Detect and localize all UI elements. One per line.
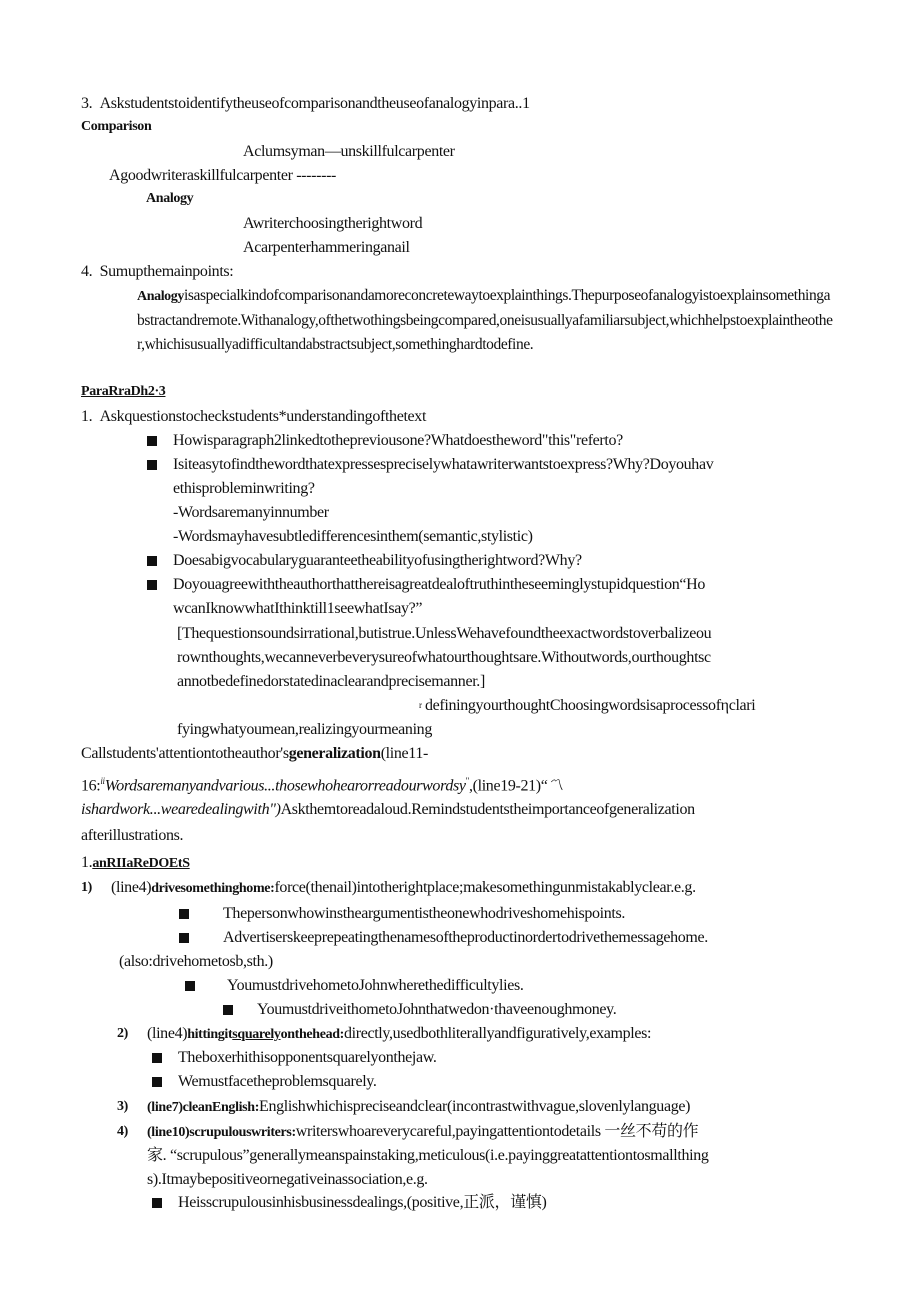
bullet-marker — [152, 1198, 162, 1208]
step-4-instruction: 4. Sumupthemainpoints: — [81, 263, 234, 280]
item-1-number: 1) — [81, 880, 92, 895]
analogy-line-1: Awriterchoosingtherightword — [243, 215, 423, 232]
analogy-line-2: Acarpenterhammeringanail — [243, 239, 410, 256]
quote-mark: 〽 — [547, 777, 564, 795]
item-2-number: 2) — [117, 1026, 128, 1041]
question-2-line-2: ethisprobleminwriting? — [173, 480, 315, 497]
summary-paragraph — [137, 284, 837, 357]
bullet-marker — [147, 580, 157, 590]
bullet-marker — [185, 981, 195, 991]
item-4-line-2: 家. “scrupulous”generallymeanspainstaking,meticulous(i.e.payinggreatattentiontosmallthing — [147, 1147, 709, 1164]
language-heading-text: anRIIaReDOEtS — [92, 856, 190, 871]
bullet-marker — [152, 1053, 162, 1063]
answer-bracket-line-1: [Thequestionsoundsirrational,butistrue.UnlessWehavefoundtheexactwordstoverbalizeou — [177, 625, 712, 642]
question-1: Howisparagraph2linkedtothepreviousone?Whatdoestheword"this"referto? — [173, 432, 623, 449]
generalization-intro: Callstudents'attentiontotheauthor's — [81, 745, 289, 762]
item-4-number: 4) — [117, 1124, 128, 1139]
comparison-heading: Comparison — [81, 119, 152, 134]
quote-mark: ii — [100, 776, 105, 786]
generalization-line-3 — [81, 798, 695, 822]
choosing-words-line-2: fyingwhatyoumean,realizingyourmeaning — [177, 721, 432, 738]
question-2-line-1: Isiteasytofindthewordthatexpressespreciselywhatawriterwantstoexpress?Why?Doyouhav — [173, 456, 714, 473]
generalization-line-1 — [81, 742, 428, 766]
bullet-marker — [152, 1077, 162, 1087]
item-4-line-1 — [147, 1120, 698, 1145]
answer-bracket-line-2: rownthoughts,wecanneverbeverysureofwhatourthoughtsare.Withoutwords,ourthoughtsc — [177, 649, 711, 666]
item-2-line-ref: (line4) — [147, 1025, 188, 1042]
item-1-example-1: Thepersonwhowinstheargumentistheonewhodriveshomehispoints. — [223, 905, 626, 922]
generalization-line-ref-2: ,(line19-21)“ — [468, 777, 548, 795]
bullet-marker — [223, 1005, 233, 1015]
choosing-words-line-1: definingyourthoughtChoosingwordsisaprocessofηclari — [425, 697, 756, 714]
item-2-example-1: Theboxerhithisopponentsquarelyonthejaw. — [178, 1049, 437, 1066]
generalization-term: generalization — [288, 745, 381, 762]
item-2-term-underlined: squarely — [232, 1027, 281, 1042]
item-3-line — [147, 1095, 690, 1120]
language-heading-number: 1. — [81, 854, 93, 871]
bullet-marker — [147, 436, 157, 446]
item-2-term-part-1: hittingit — [187, 1027, 233, 1042]
question-instruction: 1. Askquestionstocheckstudents*understandingofthetext — [81, 408, 427, 425]
item-4-definition: writerswhoareverycareful,payingattentiontodetails 一丝不苟的作 — [295, 1123, 699, 1140]
paragraph-section-heading: ParaRraDh2·3 — [81, 384, 166, 399]
item-1-line-ref: (line4) — [111, 879, 152, 896]
question-2-answer-2: -Wordsmayhavesubtledifferencesinthem(semantic,stylistic) — [173, 528, 533, 545]
item-1-definition: force(thenail)intotherightplace;makesomethingunmistakablyclear.e.g. — [274, 879, 696, 896]
item-1-example-3: YoumustdrivehometoJohnwherethedifficultylies. — [227, 977, 524, 994]
item-1-term: drivesomethinghome: — [151, 881, 275, 896]
question-3: Doesabigvocabularyguaranteetheabilityofusingtherightword?Why? — [173, 552, 582, 569]
generalization-line-range: 16: — [81, 777, 101, 795]
question-4-line-2: wcanIknowwhatIthinktill1seewhatIsay?” — [173, 600, 423, 617]
quote-mark: " — [465, 776, 469, 786]
item-1-example-2: Advertiserskeeprepeatingthenamesoftheproductinordertodrivethemessagehome. — [223, 929, 708, 946]
generalization-quote-1: Wordsaremanyandvarious...thosewhohearorreadourwordsy — [104, 777, 466, 795]
generalization-line-ref: (line11- — [380, 745, 428, 762]
item-1-example-4: YoumustdriveithometoJohnthatwedon·thaveenoughmoney. — [257, 1001, 617, 1018]
comparison-line-2: Agoodwriteraskillfulcarpenter -------- — [109, 167, 337, 184]
item-3-term: (line7)cleanEnglish: — [147, 1100, 260, 1115]
question-4-line-1: Doyouagreewiththeauthorthatthereisagreatdealoftruthintheseeminglystupidquestion“Ho — [173, 576, 706, 593]
item-2-term-part-2: onthehead: — [280, 1027, 344, 1042]
analogy-heading: Analogy — [146, 191, 194, 206]
comparison-line-1: Aclumsyman—unskillfulcarpenter — [243, 143, 455, 160]
item-2-definition: directly,usedbothliterallyandfiguratively,examples: — [343, 1025, 652, 1042]
item-1-line — [111, 876, 696, 901]
item-1-also: (also:drivehometosb,sth.) — [119, 953, 273, 970]
item-4-line-3: s).Itmaybepositiveornegativeinassociation,e.g. — [147, 1171, 428, 1188]
generalization-instruction: Askthemtoreadaloud.Remindstudentstheimportanceofgeneralization — [280, 801, 695, 818]
item-4-example-1: Heisscrupulousinhisbusinessdealings,(positive,正派，谨慎) — [178, 1194, 547, 1211]
generalization-line-4: afterillustrations. — [81, 827, 184, 844]
question-2-answer-1: -Wordsaremanyinnumber — [173, 504, 329, 521]
bullet-marker — [147, 556, 157, 566]
bullet-marker — [179, 933, 189, 943]
step-3-instruction: 3. Askstudentstoidentifytheuseofcomparisonandtheuseofanalogyinpara..1 — [81, 95, 530, 112]
item-2-line — [147, 1022, 651, 1047]
item-2-example-2: Wemustfacetheproblemsquarely. — [178, 1073, 377, 1090]
answer-bracket-line-3: annotbedefinedorstatedinaclearandprecisemanner.] — [177, 673, 485, 690]
choosing-words-marker: r — [419, 700, 422, 710]
generalization-quote-2: ishardwork...wearedealingwith") — [81, 801, 281, 818]
item-3-number: 3) — [117, 1099, 128, 1114]
summary-bold-term: Analogy — [137, 289, 184, 304]
language-heading — [81, 851, 190, 876]
summary-text: isaspecialkindofcomparisonandamoreconcretewaytoexplainthings.Thepurposeofanalogyistoexplainsomethingabstractandremote.Withanalogy,ofthetwothingsbeingcompared,oneisusuallyafamiliarsubject,whichhelpstoexplaintheother,whichisusuallyadifficultandabstractsubject,somethinghardtodefine. — [137, 287, 833, 353]
item-3-definition: Englishwhichispreciseandclear(incontrastwithvague,slovenlylanguage) — [259, 1098, 691, 1115]
item-4-term: (line10)scrupulouswriters: — [147, 1125, 296, 1140]
bullet-marker — [147, 460, 157, 470]
bullet-marker — [179, 909, 189, 919]
generalization-line-2 — [81, 769, 563, 798]
